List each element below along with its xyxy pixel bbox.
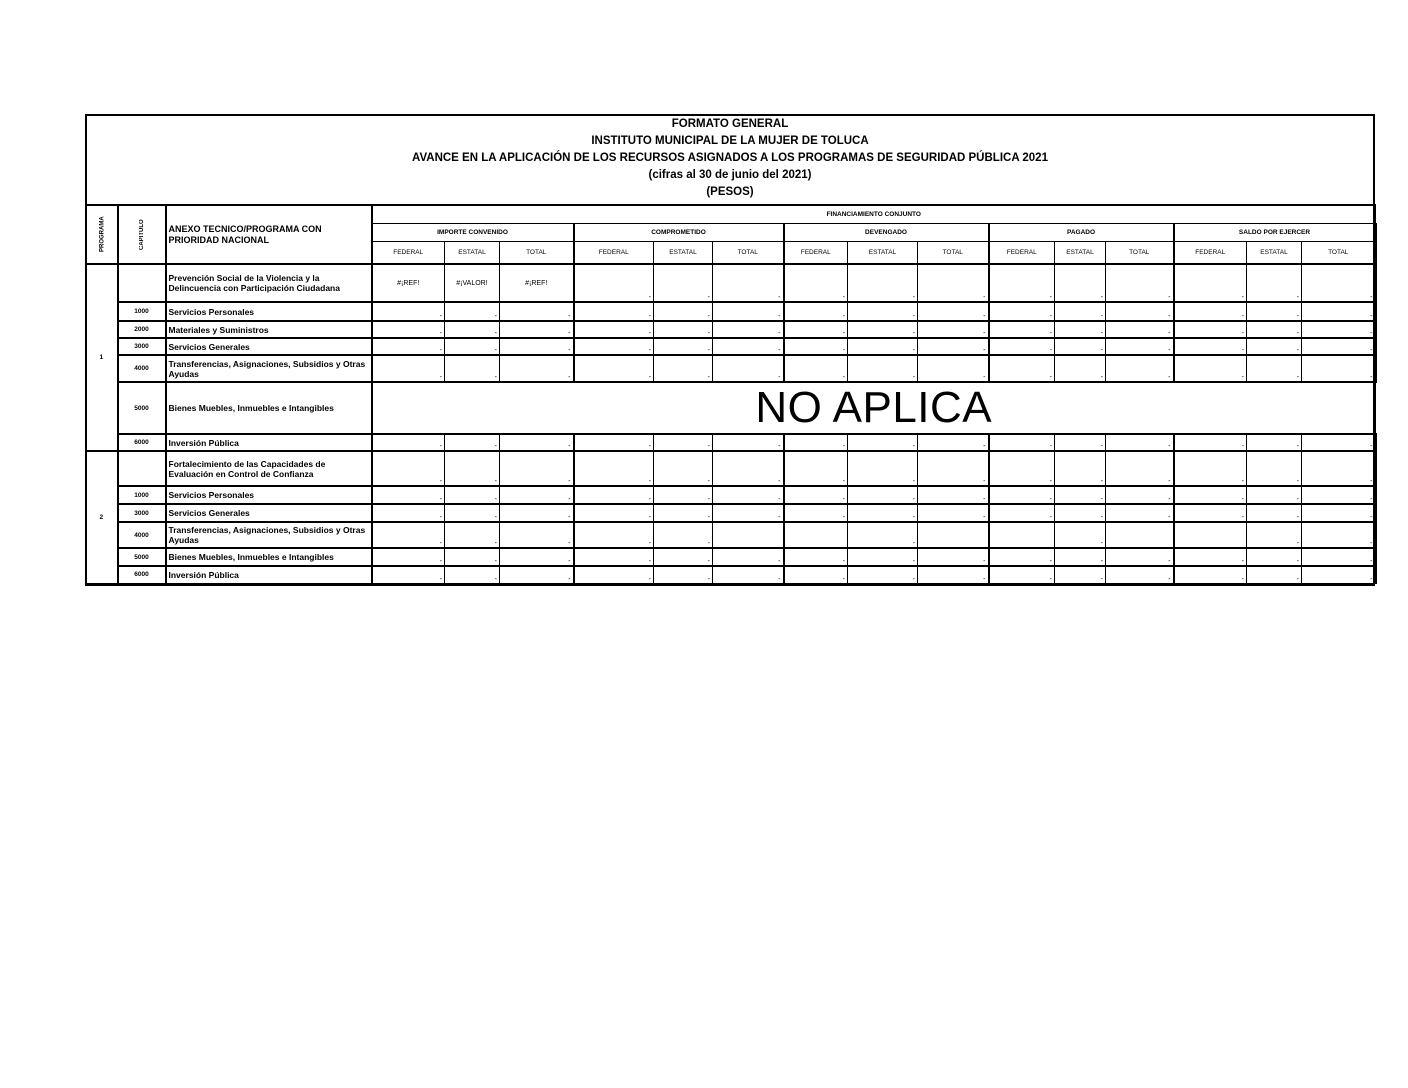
value-cell: - [1106,355,1174,382]
data-table [85,204,1377,584]
sub-header: ESTATAL [848,241,918,264]
value-cell: - [713,434,784,451]
value-cell: - [654,264,713,302]
sub-header: TOTAL [918,241,989,264]
value-cell: - [1302,264,1376,302]
header-line-4: (cifras al 30 de junio del 2021) [648,169,812,181]
value-cell: - [574,486,654,504]
value-cell: - [989,264,1055,302]
chapter-row [86,382,1376,434]
value-cell: - [500,451,574,486]
value-cell: - [1106,434,1174,451]
value-cell: - [372,486,445,504]
value-cell: - [1055,548,1106,566]
value-cell [713,522,784,548]
value-cell: - [989,504,1055,522]
sub-header: FEDERAL [989,241,1055,264]
group-header: COMPROMETIDO [574,223,784,241]
chapter-row [86,321,1376,338]
value-cell: - [1247,522,1302,548]
value-cell: - [1106,264,1174,302]
sub-header: ESTATAL [1055,241,1106,264]
value-cell: - [1247,451,1302,486]
value-cell: - [500,486,574,504]
program-title-row [86,451,1376,486]
value-cell: - [372,355,445,382]
value-cell: - [848,504,918,522]
value-cell: - [445,486,500,504]
value-cell: - [784,302,848,321]
value-cell: - [1247,486,1302,504]
value-cell: - [1055,321,1106,338]
sub-header: FEDERAL [784,241,848,264]
value-cell: - [372,522,445,548]
value-cell: - [654,566,713,583]
value-cell: - [654,355,713,382]
value-cell: - [989,548,1055,566]
value-cell: - [1106,451,1174,486]
value-cell: - [500,338,574,355]
value-cell: - [713,264,784,302]
value-cell: - [1055,451,1106,486]
value-cell: - [1174,451,1247,486]
value-cell: - [1055,566,1106,583]
value-cell: - [713,338,784,355]
value-cell: - [1247,302,1302,321]
value-cell: - [784,451,848,486]
chapter-code: 4000 [118,522,166,548]
value-cell: - [1302,302,1376,321]
value-cell: - [713,504,784,522]
value-cell: - [1302,338,1376,355]
value-cell: - [1055,302,1106,321]
value-cell: - [445,338,500,355]
value-cell: - [989,486,1055,504]
value-cell: - [848,548,918,566]
value-cell: - [654,504,713,522]
value-cell: - [989,451,1055,486]
capitulo-empty [118,451,166,486]
chapter-label: Bienes Muebles, Inmuebles e Intangibles [166,382,372,434]
chapter-code: 5000 [118,548,166,566]
chapter-code: 5000 [118,382,166,434]
value-cell: - [848,321,918,338]
value-cell: - [574,302,654,321]
value-cell [1106,522,1174,548]
value-cell: - [848,338,918,355]
value-cell: - [1174,321,1247,338]
value-cell: - [1174,338,1247,355]
value-cell: - [372,566,445,583]
value-cell: #¡VALOR! [445,264,500,302]
chapter-code: 3000 [118,504,166,522]
value-cell: - [574,522,654,548]
value-cell: - [654,548,713,566]
value-cell: - [848,264,918,302]
value-cell: - [654,321,713,338]
value-cell: - [574,321,654,338]
value-cell: - [918,264,989,302]
chapter-row [86,548,1376,566]
value-cell: - [445,504,500,522]
value-cell: - [989,434,1055,451]
value-cell: - [574,338,654,355]
value-cell: - [918,548,989,566]
value-cell: - [1174,504,1247,522]
chapter-code: 3000 [118,338,166,355]
header-line-3: AVANCE EN LA APLICACIÓN DE LOS RECURSOS ASIGNADOS A LOS PROGRAMAS DE SEGURIDAD PÚBLICA 2021 [412,152,1048,164]
value-cell: - [989,338,1055,355]
chapter-code: 1000 [118,486,166,504]
chapter-label: Transferencias, Asignaciones, Subsidios y Otras Ayudas [166,355,372,382]
value-cell: - [848,302,918,321]
chapter-label: Servicios Generales [166,338,372,355]
value-cell: - [713,321,784,338]
value-cell: - [574,355,654,382]
program-number: 2 [86,451,118,583]
chapter-row [86,566,1376,583]
program-title-row [86,264,1376,302]
value-cell: - [445,302,500,321]
sub-header: TOTAL [1302,241,1376,264]
value-cell: - [784,321,848,338]
group-header: SALDO POR EJERCER [1174,223,1376,241]
header-line-5: (PESOS) [706,186,754,198]
value-cell: - [918,338,989,355]
value-cell [784,522,848,548]
value-cell: - [445,321,500,338]
sub-header: ESTATAL [654,241,713,264]
value-cell: - [1174,566,1247,583]
value-cell: - [1174,434,1247,451]
value-cell: - [654,522,713,548]
value-cell: - [500,504,574,522]
value-cell: - [445,451,500,486]
value-cell: - [1055,338,1106,355]
value-cell: - [500,302,574,321]
value-cell: - [848,566,918,583]
value-cell: - [848,522,918,548]
col-financiamiento: FINANCIAMIENTO CONJUNTO [372,205,1376,223]
value-cell: - [918,451,989,486]
group-header: PAGADO [989,223,1174,241]
value-cell: - [1055,522,1106,548]
sub-header: FEDERAL [574,241,654,264]
value-cell: - [372,504,445,522]
group-header: DEVENGADO [784,223,989,241]
value-cell: - [784,504,848,522]
value-cell: - [1302,566,1376,583]
value-cell: - [989,302,1055,321]
value-cell: - [918,566,989,583]
value-cell: - [784,566,848,583]
value-cell: - [1247,355,1302,382]
header-line-2: INSTITUTO MUNICIPAL DE LA MUJER DE TOLUCA [591,135,869,147]
value-cell: - [713,486,784,504]
value-cell: - [784,434,848,451]
value-cell: - [1106,486,1174,504]
value-cell: - [654,434,713,451]
value-cell: - [784,548,848,566]
value-cell: - [574,548,654,566]
value-cell: - [1174,264,1247,302]
value-cell: - [654,338,713,355]
value-cell: - [1302,504,1376,522]
value-cell [918,522,989,548]
value-cell: - [574,504,654,522]
program-number: 1 [86,264,118,451]
chapter-label: Servicios Personales [166,302,372,321]
chapter-label: Bienes Muebles, Inmuebles e Intangibles [166,548,372,566]
value-cell: - [1247,504,1302,522]
header-line-1: FORMATO GENERAL [671,118,789,130]
chapter-row [86,434,1376,451]
chapter-code: 2000 [118,321,166,338]
value-cell: - [848,434,918,451]
chapter-label: Transferencias, Asignaciones, Subsidios y Otras Ayudas [166,522,372,548]
value-cell: - [1302,321,1376,338]
value-cell: - [713,451,784,486]
value-cell: - [989,566,1055,583]
value-cell: - [918,486,989,504]
value-cell: - [1247,338,1302,355]
value-cell: - [1174,302,1247,321]
col-anexo: ANEXO TECNICO/PROGRAMA CON PRIORIDAD NACIONAL [166,205,372,264]
value-cell: - [784,355,848,382]
value-cell: - [372,338,445,355]
value-cell: - [500,566,574,583]
chapter-label: Materiales y Suministros [166,321,372,338]
value-cell: - [1055,355,1106,382]
value-cell [989,522,1055,548]
value-cell: - [574,566,654,583]
value-cell: - [1247,434,1302,451]
value-cell: - [654,486,713,504]
value-cell: - [372,434,445,451]
chapter-row [86,504,1376,522]
sub-header: ESTATAL [445,241,500,264]
value-cell: - [500,548,574,566]
value-cell: - [848,486,918,504]
value-cell: - [918,504,989,522]
value-cell: - [372,302,445,321]
chapter-code: 6000 [118,566,166,583]
program-title: Prevención Social de la Violencia y la Delincuencia con Participación Ciudadana [166,264,372,302]
value-cell: - [445,522,500,548]
value-cell: - [989,321,1055,338]
value-cell: - [445,434,500,451]
chapter-label: Inversión Pública [166,434,372,451]
sub-header: FEDERAL [372,241,445,264]
value-cell: - [1247,321,1302,338]
value-cell: - [848,451,918,486]
value-cell: - [784,338,848,355]
value-cell: - [848,355,918,382]
value-cell: - [574,264,654,302]
value-cell: - [1302,451,1376,486]
value-cell: - [1055,486,1106,504]
chapter-row [86,302,1376,321]
value-cell: - [713,566,784,583]
value-cell: - [574,434,654,451]
value-cell: - [500,522,574,548]
value-cell: - [445,548,500,566]
col-capitulo: CAPITULO [118,205,166,264]
chapter-label: Servicios Generales [166,504,372,522]
value-cell: - [372,548,445,566]
chapter-code: 4000 [118,355,166,382]
value-cell: - [1302,486,1376,504]
value-cell: - [500,434,574,451]
value-cell: - [1247,264,1302,302]
value-cell: - [1055,504,1106,522]
value-cell: - [784,264,848,302]
value-cell: - [445,566,500,583]
chapter-code: 1000 [118,302,166,321]
value-cell: - [1106,338,1174,355]
value-cell [1174,522,1247,548]
sub-header: TOTAL [1106,241,1174,264]
value-cell: - [500,321,574,338]
report-sheet [85,114,1375,586]
chapter-row [86,338,1376,355]
col-programa: PROGRAMA [86,205,118,264]
value-cell: - [1174,355,1247,382]
value-cell: - [654,302,713,321]
value-cell: - [713,355,784,382]
value-cell: - [1247,548,1302,566]
no-aplica-label: NO APLICA [372,382,1376,434]
value-cell: - [1302,434,1376,451]
sub-header: ESTATAL [1247,241,1302,264]
value-cell: - [713,548,784,566]
value-cell: - [1106,302,1174,321]
value-cell: - [1106,504,1174,522]
value-cell: - [784,486,848,504]
value-cell: - [1302,355,1376,382]
chapter-row [86,522,1376,548]
value-cell: - [1055,264,1106,302]
value-cell: - [1106,548,1174,566]
value-cell: - [989,355,1055,382]
chapter-label: Inversión Pública [166,566,372,583]
value-cell: - [1174,486,1247,504]
value-cell: - [1302,522,1376,548]
sub-header: TOTAL [713,241,784,264]
value-cell: - [574,451,654,486]
value-cell: #¡REF! [500,264,574,302]
value-cell: - [372,451,445,486]
chapter-code: 6000 [118,434,166,451]
value-cell: #¡REF! [372,264,445,302]
value-cell: - [918,355,989,382]
chapter-row [86,486,1376,504]
value-cell: - [372,321,445,338]
value-cell: - [1302,548,1376,566]
value-cell: - [918,321,989,338]
value-cell: - [1106,321,1174,338]
value-cell: - [500,355,574,382]
value-cell: - [1247,566,1302,583]
value-cell: - [918,434,989,451]
value-cell: - [445,355,500,382]
value-cell: - [1106,566,1174,583]
value-cell: - [918,302,989,321]
sub-header: TOTAL [500,241,574,264]
value-cell: - [654,451,713,486]
group-header: IMPORTE CONVENIDO [372,223,574,241]
chapter-row [86,355,1376,382]
program-title: Fortalecimiento de las Capacidades de Evaluación en Control de Confianza [166,451,372,486]
value-cell: - [713,302,784,321]
capitulo-empty [118,264,166,302]
value-cell: - [1055,434,1106,451]
value-cell: - [1174,548,1247,566]
chapter-label: Servicios Personales [166,486,372,504]
sub-header: FEDERAL [1174,241,1247,264]
